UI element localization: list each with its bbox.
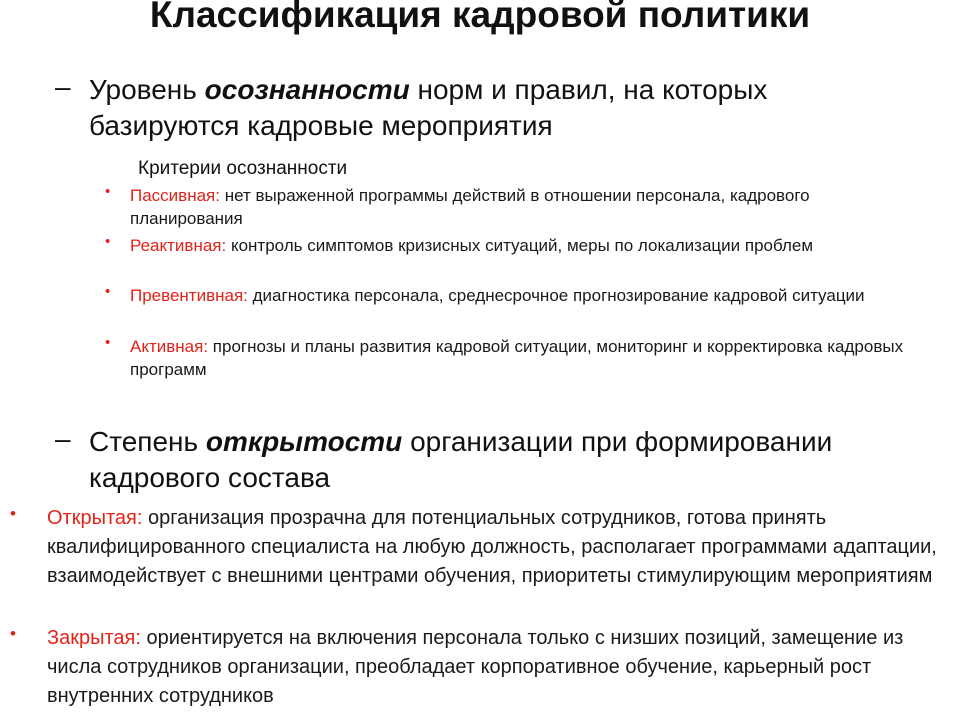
bullet-icon: • — [105, 334, 111, 351]
section2-heading-emphasis: открытости — [205, 426, 403, 457]
list-item — [105, 233, 920, 257]
item-term: Закрытая: — [47, 627, 141, 649]
section1-dash-bullet: – — [55, 71, 71, 102]
section2-heading-text-after: организации при формировании кадрового состава — [89, 426, 833, 493]
section1-heading-emphasis: осознанности — [204, 74, 410, 105]
section2-heading — [89, 424, 949, 496]
section2-heading-text-before: Степень — [89, 426, 206, 457]
item-text: нет выраженной программы действий в отношении персонала, кадрового планирования — [130, 186, 810, 228]
criteria-label: Критерии осознанности — [138, 158, 348, 179]
item-text: прогнозы и планы развития кадровой ситуации, мониторинг и корректировка кадровых программ — [130, 337, 904, 379]
item-text: контроль симптомов кризисных ситуаций, меры по локализации проблем — [226, 236, 814, 255]
section1-heading — [89, 72, 889, 144]
bullet-icon: • — [10, 624, 16, 643]
list-item — [10, 624, 937, 711]
item-text: диагностика персонала, среднесрочное прогнозирование кадровой ситуации — [247, 286, 865, 305]
item-term: Реактивная: — [130, 236, 227, 255]
slide-title: Классификация кадровой политики — [149, 0, 811, 35]
section1-heading-text-before: Уровень — [89, 74, 205, 105]
section2-dash-bullet: – — [55, 423, 71, 454]
item-text: организация прозрачна для потенциальных сотрудников, готова принять квалифицированного специалиста на любую должность, располагает программами адаптации, взаимодействует с внешними центрами обучения, приоритеты стимулирующим мероприятиям — [47, 507, 937, 587]
list-item — [105, 283, 920, 307]
item-term: Активная: — [130, 337, 209, 356]
list-item — [10, 504, 937, 591]
item-term: Открытая: — [47, 507, 143, 529]
item-term: Превентивная: — [130, 286, 248, 305]
list-item — [105, 183, 920, 230]
item-text: ориентируется на включения персонала только с низших позиций, замещение из числа сотрудников организации, преобладает корпоративное обучение, карьерный рост внутренних сотрудников — [47, 627, 904, 707]
section1-heading-text-after: норм и правил, на которых базируются кадровые мероприятия — [89, 74, 768, 141]
bullet-icon: • — [105, 283, 111, 300]
bullet-icon: • — [105, 233, 111, 250]
item-term: Пассивная: — [130, 186, 220, 205]
bullet-icon: • — [105, 183, 111, 200]
list-item — [105, 334, 920, 381]
bullet-icon: • — [10, 504, 16, 523]
